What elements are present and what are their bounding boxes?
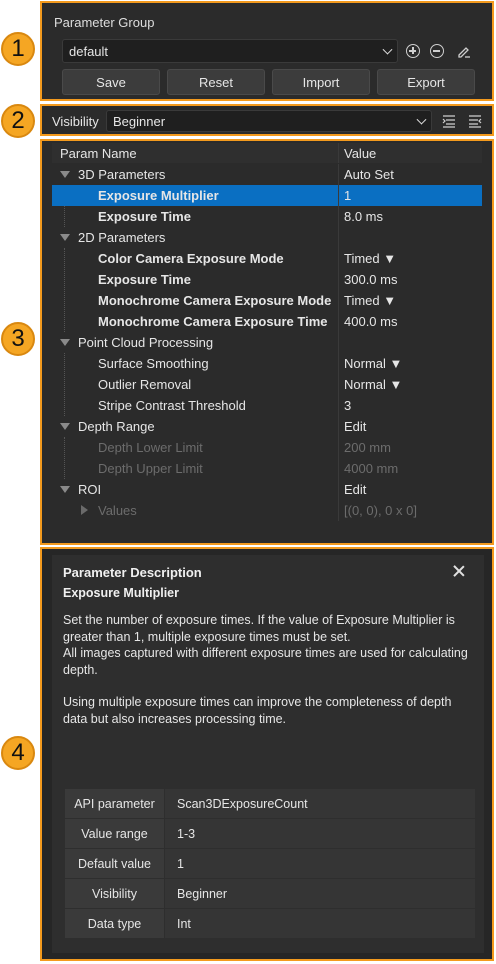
parameter-description-section xyxy=(40,547,494,961)
expand-arrow-icon[interactable] xyxy=(60,339,70,346)
table-row: Default value 1 xyxy=(65,849,476,879)
parameter-group-section xyxy=(40,1,494,101)
category-3d-parameters[interactable]: 3D Parameters Auto Set xyxy=(52,164,482,185)
table-row: Value range 1-3 xyxy=(65,819,476,849)
category-depth-range[interactable]: Depth Range Edit xyxy=(52,416,482,437)
visibility-section xyxy=(40,104,494,136)
param-row-2d-exposure-time[interactable]: Exposure Time 300.0 ms xyxy=(52,269,482,290)
expand-arrow-icon[interactable] xyxy=(60,486,70,493)
param-row-surface-smoothing[interactable]: Surface Smoothing Normal ▼ xyxy=(52,353,482,374)
param-row-exposure-time[interactable]: Exposure Time 8.0 ms xyxy=(52,206,482,227)
description-subtitle: Exposure Multiplier xyxy=(63,586,179,600)
param-row-roi-values: Values [(0, 0), 0 x 0] xyxy=(52,500,482,521)
table-row: Data type Int xyxy=(65,909,476,939)
param-table-header xyxy=(52,143,482,163)
expand-arrow-right-icon xyxy=(81,505,88,515)
close-icon[interactable] xyxy=(452,564,466,578)
parameter-group-select[interactable] xyxy=(62,39,398,63)
visibility-select[interactable] xyxy=(106,110,432,132)
expand-all-icon[interactable] xyxy=(442,114,456,128)
visibility-label: Visibility xyxy=(52,114,99,129)
edit-icon[interactable] xyxy=(456,43,472,59)
expand-arrow-icon[interactable] xyxy=(60,171,70,178)
category-point-cloud-processing[interactable]: Point Cloud Processing xyxy=(52,332,482,353)
export-button[interactable]: Export xyxy=(377,69,475,95)
callout-badge-2: 2 xyxy=(1,104,35,138)
description-para-3: Using multiple exposure times can improve the completeness of depth data but also increases processing time. xyxy=(63,695,452,726)
table-row: Visibility Beginner xyxy=(65,879,476,909)
expand-arrow-icon[interactable] xyxy=(60,423,70,430)
param-row-depth-upper-limit: Depth Upper Limit 4000 mm xyxy=(52,458,482,479)
save-button[interactable]: Save xyxy=(62,69,160,95)
value-header: Value xyxy=(344,146,377,161)
description-panel xyxy=(52,555,484,953)
param-row-mono-camera-exposure-time[interactable]: Monochrome Camera Exposure Time 400.0 ms xyxy=(52,311,482,332)
param-name-header: Param Name xyxy=(60,146,137,161)
reset-button[interactable]: Reset xyxy=(167,69,265,95)
callout-badge-3: 3 xyxy=(1,322,35,356)
param-row-mono-camera-exposure-mode[interactable]: Monochrome Camera Exposure Mode Timed ▼ xyxy=(52,290,482,311)
description-para-1: Set the number of exposure times. If the value of Exposure Multiplier is greater than 1, multiple exposure times must be set. xyxy=(63,613,455,644)
param-row-color-camera-exposure-mode[interactable]: Color Camera Exposure Mode Timed ▼ xyxy=(52,248,482,269)
add-circle-icon[interactable] xyxy=(406,44,420,58)
callout-badge-4: 4 xyxy=(1,736,35,770)
parameter-group-value: default xyxy=(69,43,109,59)
description-title: Parameter Description xyxy=(63,565,202,580)
param-row-depth-lower-limit: Depth Lower Limit 200 mm xyxy=(52,437,482,458)
parameter-group-title: Parameter Group xyxy=(54,15,155,30)
table-row: API parameter Scan3DExposureCount xyxy=(65,789,476,819)
import-button[interactable]: Import xyxy=(272,69,370,95)
visibility-value: Beginner xyxy=(113,113,166,129)
param-row-outlier-removal[interactable]: Outlier Removal Normal ▼ xyxy=(52,374,482,395)
chevron-down-icon xyxy=(417,115,427,125)
api-info-table xyxy=(64,788,476,939)
description-para-2: All images captured with different exposure times are used for calculating depth. xyxy=(63,646,468,677)
callout-badge-1: 1 xyxy=(1,32,35,66)
param-row-stripe-contrast-threshold[interactable]: Stripe Contrast Threshold 3 xyxy=(52,395,482,416)
collapse-all-icon[interactable] xyxy=(468,114,482,128)
parameter-tree-section xyxy=(40,139,494,545)
remove-circle-icon[interactable] xyxy=(430,44,444,58)
chevron-down-icon xyxy=(383,45,393,55)
category-2d-parameters[interactable]: 2D Parameters xyxy=(52,227,482,248)
expand-arrow-icon[interactable] xyxy=(60,234,70,241)
param-row-exposure-multiplier[interactable]: Exposure Multiplier 1 xyxy=(52,185,482,206)
category-roi[interactable]: ROI Edit xyxy=(52,479,482,500)
